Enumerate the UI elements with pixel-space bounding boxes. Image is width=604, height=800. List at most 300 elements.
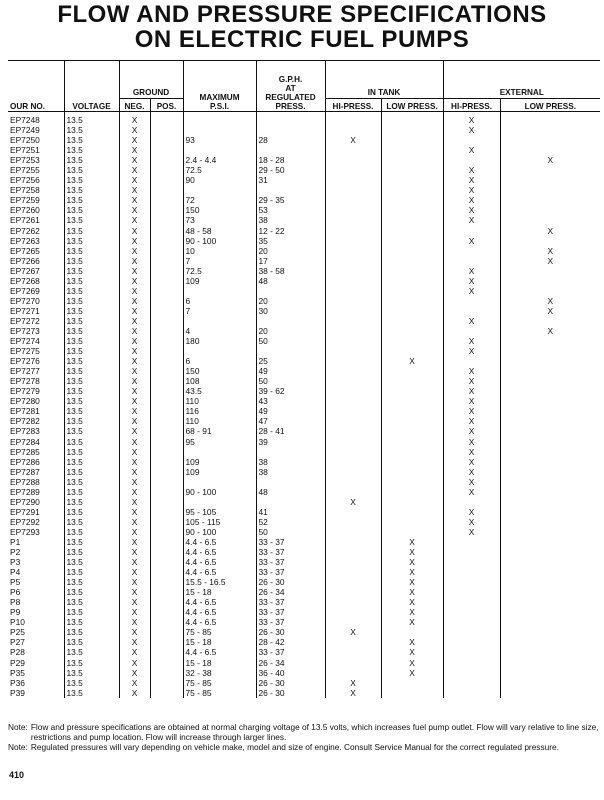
cell-max-psi: 72	[183, 195, 256, 205]
cell-gph: 41	[256, 507, 325, 517]
cell-max-psi: 90 - 100	[183, 236, 256, 246]
cell-ground-neg: X	[119, 125, 150, 135]
cell-max-psi	[183, 125, 256, 135]
table-row	[8, 175, 600, 185]
cell-max-psi: 95	[183, 437, 256, 447]
cell-external-low	[500, 617, 600, 627]
cell-external-hi: X	[468, 516, 475, 527]
cell-external-low	[500, 647, 600, 657]
cell-external-hi: X	[468, 175, 475, 186]
cell-voltage: 13.5	[64, 266, 119, 276]
cell-max-psi: 10	[183, 246, 256, 256]
cell-voltage: 13.5	[64, 647, 119, 657]
cell-gph: 50	[256, 336, 325, 346]
table-row	[8, 587, 600, 597]
cell-voltage: 13.5	[64, 527, 119, 537]
cell-external-hi: X	[468, 205, 475, 216]
cell-max-psi	[183, 346, 256, 356]
cell-max-psi: 48 - 58	[183, 226, 256, 236]
cell-max-psi	[183, 145, 256, 155]
cell-max-psi: 90 - 100	[183, 527, 256, 537]
cell-gph: 38	[256, 467, 325, 477]
table-row	[8, 306, 600, 316]
cell-ground-neg: X	[119, 246, 150, 256]
cell-max-psi: 7	[183, 256, 256, 266]
cell-in-tank-hi	[325, 647, 381, 657]
cell-max-psi: 105 - 115	[183, 517, 256, 527]
cell-ground-neg: X	[119, 205, 150, 215]
cell-max-psi: 90 - 100	[183, 487, 256, 497]
cell-voltage: 13.5	[64, 627, 119, 637]
header-external: EXTERNAL	[443, 61, 600, 99]
cell-in-tank-low	[381, 205, 443, 215]
cell-ground-neg: X	[119, 346, 150, 356]
cell-gph: 20	[256, 246, 325, 256]
cell-our-no: P25	[10, 627, 25, 638]
cell-external-low	[500, 607, 600, 617]
cell-in-tank-low	[381, 426, 443, 436]
cell-our-no: P28	[10, 647, 25, 658]
cell-in-tank-hi	[325, 507, 381, 517]
cell-external-hi	[443, 627, 500, 637]
cell-our-no: EP7268	[10, 275, 40, 286]
cell-ground-neg: X	[119, 215, 150, 225]
cell-external-low: X	[500, 256, 600, 266]
table-row	[8, 406, 600, 416]
table-row	[8, 346, 600, 356]
table-row	[8, 316, 600, 326]
cell-our-no: EP7281	[10, 406, 40, 417]
cell-ground-neg: X	[119, 477, 150, 487]
cell-ground-pos	[150, 112, 183, 126]
cell-voltage: 13.5	[64, 467, 119, 477]
cell-in-tank-hi	[325, 296, 381, 306]
cell-voltage: 13.5	[64, 155, 119, 165]
cell-our-no: EP7263	[10, 235, 40, 246]
cell-in-tank-hi	[325, 607, 381, 617]
cell-ground-pos	[150, 306, 183, 316]
cell-ground-neg: X	[119, 637, 150, 647]
table-row	[8, 537, 600, 547]
cell-external-hi: X	[468, 315, 475, 326]
cell-in-tank-low: X	[381, 537, 443, 547]
cell-ground-pos	[150, 477, 183, 487]
table-row	[8, 577, 600, 587]
cell-in-tank-low: X	[381, 668, 443, 678]
cell-ground-pos	[150, 386, 183, 396]
cell-ground-pos	[150, 467, 183, 477]
cell-our-no: EP7288	[10, 476, 40, 487]
cell-ground-neg: X	[119, 668, 150, 678]
cell-in-tank-hi	[325, 125, 381, 135]
cell-ground-pos	[150, 316, 183, 326]
cell-in-tank-low	[381, 477, 443, 487]
cell-in-tank-hi	[325, 457, 381, 467]
table-row	[8, 557, 600, 567]
header-external-hi-press: HI-PRESS.	[443, 99, 500, 112]
cell-gph: 12 - 22	[256, 226, 325, 236]
cell-ground-pos	[150, 286, 183, 296]
title-line-2: ON ELECTRIC FUEL PUMPS	[134, 26, 470, 53]
cell-external-hi: X	[468, 386, 475, 397]
cell-external-low	[500, 678, 600, 688]
cell-our-no: EP7286	[10, 456, 40, 467]
cell-external-hi: X	[468, 235, 475, 246]
cell-our-no: EP7255	[10, 165, 40, 176]
cell-in-tank-low: X	[381, 607, 443, 617]
cell-in-tank-low	[381, 286, 443, 296]
table-row	[8, 497, 600, 507]
cell-external-low	[500, 426, 600, 436]
cell-our-no: P4	[10, 567, 21, 578]
cell-max-psi: 109	[183, 276, 256, 286]
cell-external-low	[500, 557, 600, 567]
header-in-tank: IN TANK	[325, 61, 443, 99]
cell-max-psi: 2.4 - 4.4	[183, 155, 256, 165]
cell-max-psi	[183, 286, 256, 296]
cell-external-low	[500, 567, 600, 577]
cell-our-no: P10	[10, 617, 25, 628]
cell-voltage: 13.5	[64, 406, 119, 416]
cell-external-hi	[443, 658, 500, 668]
cell-gph: 30	[256, 306, 325, 316]
cell-voltage: 13.5	[64, 306, 119, 316]
cell-in-tank-low	[381, 336, 443, 346]
cell-in-tank-hi: X	[350, 135, 356, 146]
table-row	[8, 668, 600, 678]
cell-in-tank-hi	[325, 467, 381, 477]
cell-max-psi	[183, 497, 256, 507]
cell-in-tank-hi	[325, 527, 381, 537]
cell-ground-neg: X	[119, 185, 150, 195]
cell-in-tank-hi	[325, 447, 381, 457]
cell-max-psi: 32 - 38	[183, 668, 256, 678]
cell-voltage: 13.5	[64, 426, 119, 436]
cell-in-tank-hi: X	[350, 687, 356, 698]
cell-ground-pos	[150, 658, 183, 668]
cell-our-no: EP7291	[10, 506, 40, 517]
cell-external-low	[500, 457, 600, 467]
cell-our-no: EP7287	[10, 466, 40, 477]
cell-external-low	[500, 266, 600, 276]
cell-our-no: EP7269	[10, 285, 40, 296]
cell-our-no: P36	[10, 677, 25, 688]
cell-gph	[256, 286, 325, 296]
cell-max-psi: 43.5	[183, 386, 256, 396]
cell-external-hi: X	[468, 446, 475, 457]
header-pos: POS.	[150, 99, 183, 112]
cell-external-hi: X	[468, 466, 475, 477]
cell-gph: 28 - 42	[256, 637, 325, 647]
cell-external-hi: X	[468, 416, 475, 427]
cell-ground-pos	[150, 587, 183, 597]
cell-external-low	[500, 447, 600, 457]
cell-ground-neg: X	[119, 507, 150, 517]
cell-ground-pos	[150, 627, 183, 637]
cell-gph: 26 - 30	[256, 627, 325, 637]
cell-ground-pos	[150, 276, 183, 286]
cell-in-tank-low	[381, 406, 443, 416]
cell-ground-pos	[150, 246, 183, 256]
cell-our-no: EP7278	[10, 376, 40, 387]
cell-our-no: P35	[10, 667, 25, 678]
cell-external-hi	[443, 356, 500, 366]
table-row	[8, 266, 600, 276]
cell-in-tank-hi	[325, 175, 381, 185]
table-row	[8, 366, 600, 376]
cell-external-hi	[443, 688, 500, 698]
table-row	[8, 336, 600, 346]
cell-our-no: P39	[10, 687, 25, 698]
cell-ground-neg: X	[119, 145, 150, 155]
cell-our-no: EP7284	[10, 436, 40, 447]
cell-in-tank-hi	[325, 276, 381, 286]
cell-external-hi	[443, 587, 500, 597]
cell-max-psi: 4.4 - 6.5	[183, 557, 256, 567]
cell-ground-pos	[150, 356, 183, 366]
table-row	[8, 226, 600, 236]
cell-ground-neg: X	[119, 678, 150, 688]
cell-voltage: 13.5	[64, 336, 119, 346]
table-row	[8, 547, 600, 557]
cell-external-hi	[443, 577, 500, 587]
table-row	[8, 567, 600, 577]
cell-our-no: EP7272	[10, 315, 40, 326]
header-maximum-line2: P.S.I.	[210, 102, 229, 111]
cell-ground-pos	[150, 597, 183, 607]
cell-our-no: EP7271	[10, 305, 40, 316]
cell-in-tank-low	[381, 185, 443, 195]
cell-in-tank-hi	[325, 306, 381, 316]
cell-in-tank-low	[381, 688, 443, 698]
cell-gph: 49	[256, 366, 325, 376]
header-maximum-psi	[183, 61, 256, 112]
cell-ground-pos	[150, 637, 183, 647]
table-row	[8, 627, 600, 637]
cell-gph: 20	[256, 326, 325, 336]
cell-external-low	[500, 396, 600, 406]
table-row	[8, 688, 600, 698]
cell-ground-pos	[150, 125, 183, 135]
cell-gph: 33 - 37	[256, 647, 325, 657]
cell-in-tank-low	[381, 396, 443, 406]
cell-our-no: EP7277	[10, 366, 40, 377]
cell-ground-neg: X	[119, 356, 150, 366]
note-1-text: Flow and pressure specifications are obtained at normal charging voltage of 13.5 volts, which increases fuel pump outlet. Flow will vary relative to line size, restrictions and pump location. Flow will increase through larger lines.	[30, 722, 599, 742]
cell-in-tank-hi	[325, 145, 381, 155]
cell-voltage: 13.5	[64, 517, 119, 527]
cell-ground-neg: X	[119, 597, 150, 607]
cell-gph: 39	[256, 437, 325, 447]
cell-ground-pos	[150, 457, 183, 467]
cell-gph: 47	[256, 416, 325, 426]
cell-in-tank-hi	[325, 668, 381, 678]
cell-in-tank-low	[381, 175, 443, 185]
cell-ground-neg: X	[119, 266, 150, 276]
cell-in-tank-hi	[325, 396, 381, 406]
cell-voltage: 13.5	[64, 256, 119, 266]
cell-max-psi: 180	[183, 336, 256, 346]
cell-our-no: EP7267	[10, 265, 40, 276]
cell-gph: 36 - 40	[256, 668, 325, 678]
cell-in-tank-low	[381, 112, 443, 126]
table-row	[8, 386, 600, 396]
cell-ground-pos	[150, 205, 183, 215]
header-in-tank-low-press: LOW PRESS.	[381, 99, 443, 112]
cell-voltage: 13.5	[64, 678, 119, 688]
cell-our-no: EP7262	[10, 225, 40, 236]
cell-external-low	[500, 467, 600, 477]
cell-ground-pos	[150, 678, 183, 688]
cell-max-psi: 110	[183, 416, 256, 426]
cell-voltage: 13.5	[64, 577, 119, 587]
cell-max-psi: 4.4 - 6.5	[183, 607, 256, 617]
cell-external-hi	[443, 246, 500, 256]
cell-external-low: X	[500, 246, 600, 256]
cell-voltage: 13.5	[64, 376, 119, 386]
cell-ground-neg: X	[119, 226, 150, 236]
cell-max-psi: 108	[183, 376, 256, 386]
cell-max-psi: 150	[183, 366, 256, 376]
cell-voltage: 13.5	[64, 487, 119, 497]
cell-voltage: 13.5	[64, 286, 119, 296]
cell-ground-neg: X	[119, 366, 150, 376]
cell-ground-neg: X	[119, 688, 150, 698]
cell-our-no: P8	[10, 597, 21, 608]
notes	[8, 722, 600, 752]
cell-ground-pos	[150, 266, 183, 276]
cell-external-hi	[443, 497, 500, 507]
cell-in-tank-hi	[325, 316, 381, 326]
cell-voltage: 13.5	[64, 386, 119, 396]
header-gph	[256, 61, 325, 112]
cell-ground-neg: X	[119, 112, 150, 126]
cell-in-tank-hi	[325, 366, 381, 376]
cell-gph: 38	[256, 457, 325, 467]
cell-ground-pos	[150, 346, 183, 356]
cell-in-tank-low	[381, 376, 443, 386]
cell-in-tank-low	[381, 256, 443, 266]
cell-ground-pos	[150, 426, 183, 436]
cell-external-low	[500, 527, 600, 537]
table-row	[8, 637, 600, 647]
cell-in-tank-hi	[325, 587, 381, 597]
cell-ground-pos	[150, 447, 183, 457]
cell-external-low	[500, 668, 600, 678]
cell-in-tank-hi	[325, 557, 381, 567]
cell-voltage: 13.5	[64, 366, 119, 376]
cell-in-tank-low	[381, 366, 443, 376]
cell-max-psi: 75 - 85	[183, 688, 256, 698]
spec-table-container	[8, 60, 600, 698]
cell-in-tank-hi	[325, 437, 381, 447]
cell-external-hi: X	[468, 125, 475, 136]
cell-external-hi	[443, 306, 500, 316]
cell-external-low	[500, 346, 600, 356]
cell-in-tank-low: X	[381, 567, 443, 577]
note-1	[8, 722, 600, 742]
cell-external-hi: X	[468, 145, 475, 156]
cell-ground-neg: X	[119, 376, 150, 386]
cell-in-tank-low	[381, 487, 443, 497]
header-gph-line2: AT	[285, 84, 296, 93]
cell-in-tank-hi	[325, 336, 381, 346]
table-row	[8, 678, 600, 688]
cell-ground-neg: X	[119, 467, 150, 477]
cell-voltage: 13.5	[64, 125, 119, 135]
cell-gph	[256, 447, 325, 457]
cell-external-low	[500, 175, 600, 185]
cell-voltage: 13.5	[64, 567, 119, 577]
cell-ground-neg: X	[119, 457, 150, 467]
table-row	[8, 276, 600, 286]
table-row	[8, 617, 600, 627]
cell-our-no: EP7279	[10, 386, 40, 397]
cell-voltage: 13.5	[64, 165, 119, 175]
header-neg: NEG.	[119, 99, 150, 112]
cell-ground-neg: X	[119, 236, 150, 246]
cell-ground-pos	[150, 226, 183, 236]
cell-in-tank-low	[381, 226, 443, 236]
cell-ground-pos	[150, 366, 183, 376]
cell-gph: 26 - 34	[256, 658, 325, 668]
cell-max-psi: 6	[183, 356, 256, 366]
cell-in-tank-low	[381, 627, 443, 637]
cell-external-low	[500, 125, 600, 135]
cell-in-tank-hi	[325, 356, 381, 366]
cell-in-tank-low	[381, 437, 443, 447]
cell-external-hi	[443, 567, 500, 577]
cell-in-tank-low	[381, 346, 443, 356]
cell-external-hi: X	[468, 265, 475, 276]
cell-voltage: 13.5	[64, 246, 119, 256]
cell-in-tank-low: X	[381, 647, 443, 657]
cell-gph	[256, 497, 325, 507]
cell-our-no: EP7273	[10, 325, 40, 336]
table-row	[8, 607, 600, 617]
table-row	[8, 155, 600, 165]
cell-in-tank-low	[381, 457, 443, 467]
cell-external-hi: X	[468, 185, 475, 196]
cell-ground-neg: X	[119, 627, 150, 637]
cell-external-hi	[443, 637, 500, 647]
cell-gph: 33 - 37	[256, 547, 325, 557]
cell-ground-neg: X	[119, 487, 150, 497]
cell-ground-neg: X	[119, 406, 150, 416]
cell-our-no: EP7266	[10, 255, 40, 266]
cell-gph: 50	[256, 527, 325, 537]
table-row	[8, 185, 600, 195]
cell-gph: 20	[256, 296, 325, 306]
table-row	[8, 447, 600, 457]
cell-external-low	[500, 135, 600, 145]
cell-gph: 33 - 37	[256, 617, 325, 627]
cell-external-hi	[443, 135, 500, 145]
cell-ground-pos	[150, 195, 183, 205]
cell-gph	[256, 185, 325, 195]
cell-our-no: EP7259	[10, 195, 40, 206]
cell-in-tank-low	[381, 236, 443, 246]
table-row	[8, 517, 600, 527]
cell-our-no: P2	[10, 547, 21, 558]
cell-our-no: P3	[10, 557, 21, 568]
cell-in-tank-low	[381, 276, 443, 286]
cell-our-no: EP7285	[10, 446, 40, 457]
cell-our-no: EP7265	[10, 245, 40, 256]
cell-in-tank-hi	[325, 155, 381, 165]
cell-in-tank-low: X	[381, 658, 443, 668]
table-row	[8, 457, 600, 467]
